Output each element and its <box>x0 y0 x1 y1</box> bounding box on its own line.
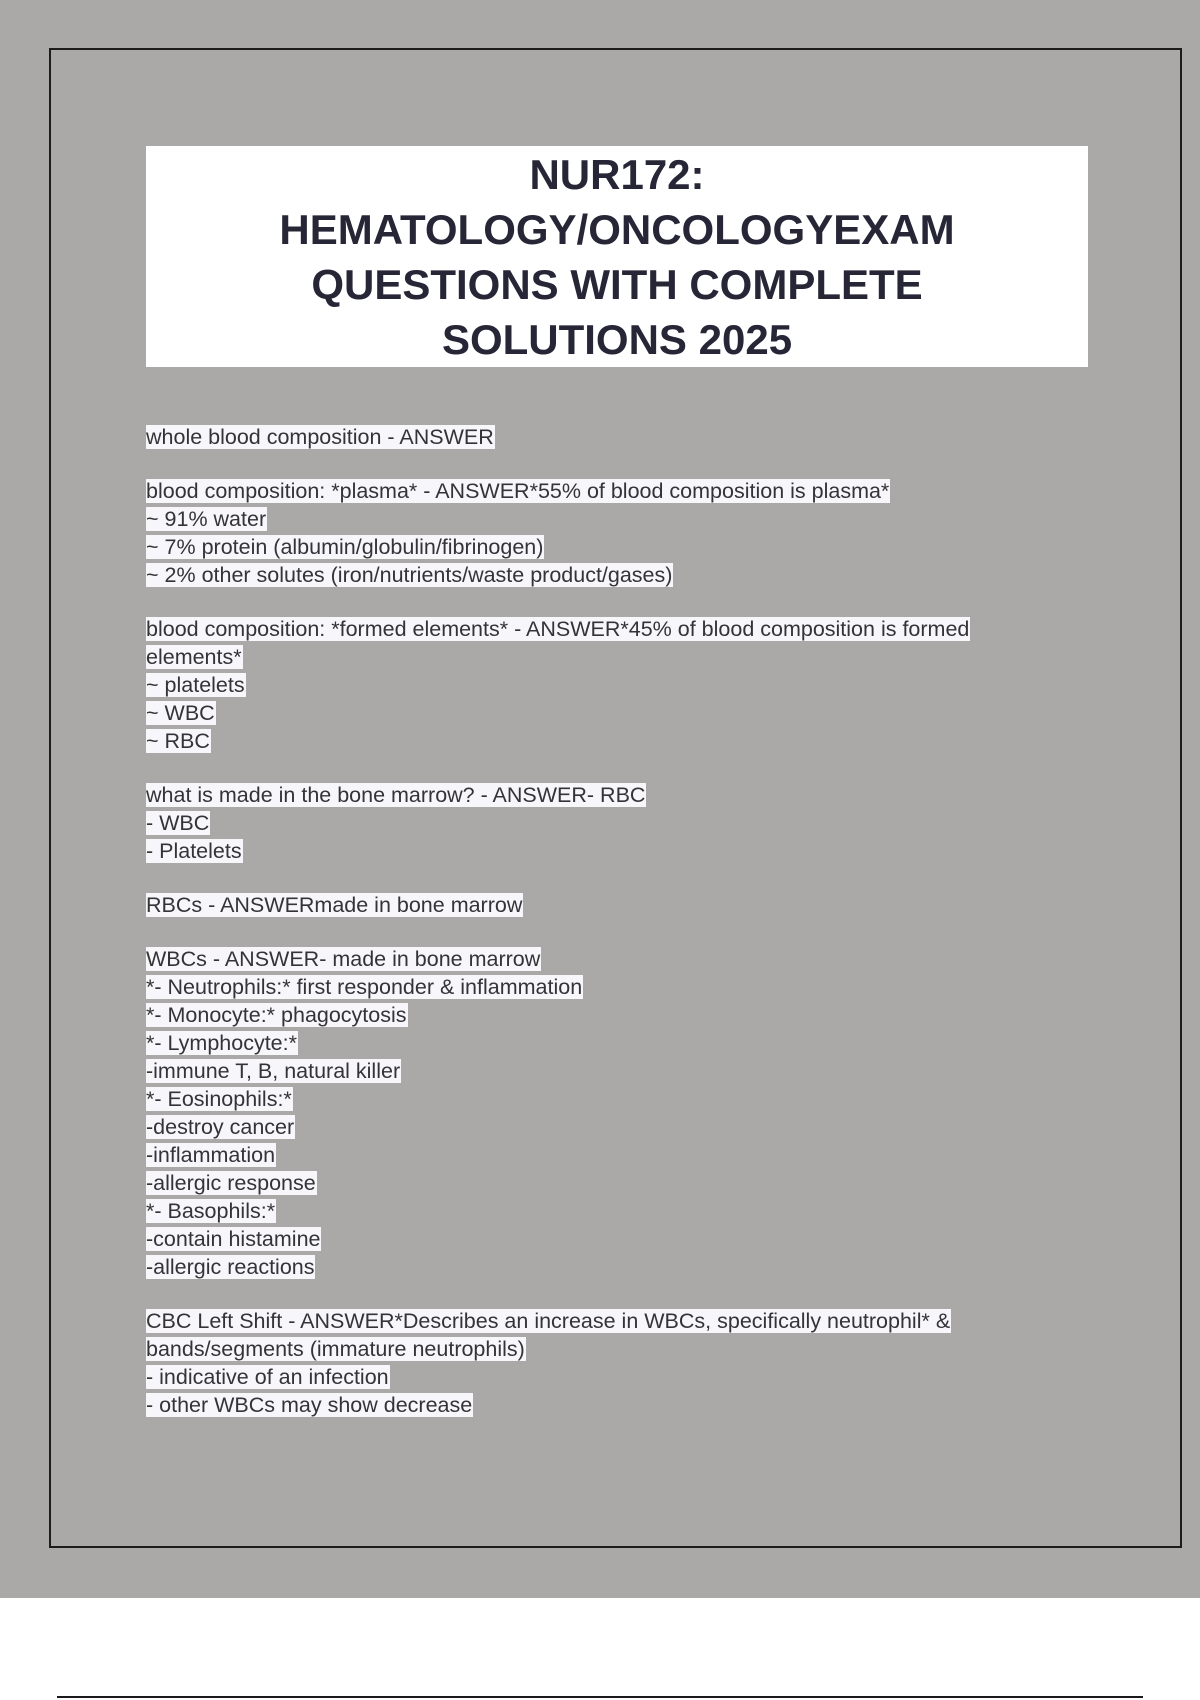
highlighted-text: -destroy cancer <box>146 1115 295 1139</box>
title-box <box>146 146 1088 367</box>
qa-line <box>146 643 1088 671</box>
highlighted-text: ~ 2% other solutes (iron/nutrients/waste product/gases) <box>146 563 673 587</box>
highlighted-text: ~ 7% protein (albumin/globulin/fibrinogen) <box>146 535 544 559</box>
qa-entry <box>146 423 1088 451</box>
qa-line <box>146 1085 1088 1113</box>
title-line: NUR172: <box>529 150 705 198</box>
highlighted-text: *- Eosinophils:* <box>146 1087 292 1111</box>
highlighted-text: ~ RBC <box>146 729 210 753</box>
highlighted-text: - Platelets <box>146 839 242 863</box>
highlighted-text: blood composition: *formed elements* - ANSWER*45% of blood composition is formed <box>146 617 970 641</box>
highlighted-text: bands/segments (immature neutrophils) <box>146 1337 525 1361</box>
highlighted-text: CBC Left Shift - ANSWER*Describes an increase in WBCs, specifically neutrophil* & <box>146 1309 951 1333</box>
qa-line <box>146 477 1088 505</box>
qa-line <box>146 699 1088 727</box>
highlighted-text: what is made in the bone marrow? - ANSWER- RBC <box>146 783 646 807</box>
highlighted-text: elements* <box>146 645 242 669</box>
qa-line <box>146 1225 1088 1253</box>
highlighted-text: *- Lymphocyte:* <box>146 1031 297 1055</box>
qa-entry <box>146 891 1088 919</box>
qa-line <box>146 505 1088 533</box>
highlighted-text: -allergic response <box>146 1171 316 1195</box>
highlighted-text: -contain histamine <box>146 1227 321 1251</box>
qa-line <box>146 1307 1088 1335</box>
qa-line <box>146 891 1088 919</box>
qa-line <box>146 561 1088 589</box>
highlighted-text: ~ WBC <box>146 701 215 725</box>
title-line: SOLUTIONS 2025 <box>441 315 793 363</box>
title-line: QUESTIONS WITH COMPLETE <box>311 260 923 308</box>
highlighted-text: -allergic reactions <box>146 1255 315 1279</box>
qa-entry <box>146 477 1088 589</box>
qa-line <box>146 615 1088 643</box>
qa-line <box>146 1391 1088 1419</box>
highlighted-text: whole blood composition - ANSWER <box>146 425 494 449</box>
highlighted-text: -inflammation <box>146 1143 276 1167</box>
qa-line <box>146 973 1088 1001</box>
highlighted-text: RBCs - ANSWERmade in bone marrow <box>146 893 523 917</box>
qa-line <box>146 1001 1088 1029</box>
qa-entry <box>146 781 1088 865</box>
qa-line <box>146 1141 1088 1169</box>
highlighted-text: WBCs - ANSWER- made in bone marrow <box>146 947 541 971</box>
highlighted-text: ~ 91% water <box>146 507 267 531</box>
highlighted-text: - other WBCs may show decrease <box>146 1393 473 1417</box>
qa-line <box>146 781 1088 809</box>
qa-line <box>146 1113 1088 1141</box>
qa-line <box>146 809 1088 837</box>
qa-line <box>146 423 1088 451</box>
qa-line <box>146 1169 1088 1197</box>
qa-line <box>146 671 1088 699</box>
highlighted-text: -immune T, B, natural killer <box>146 1059 401 1083</box>
qa-line <box>146 1057 1088 1085</box>
qa-line <box>146 1253 1088 1281</box>
qa-entry <box>146 1307 1088 1419</box>
qa-line <box>146 727 1088 755</box>
highlighted-text: - WBC <box>146 811 210 835</box>
highlighted-text: *- Neutrophils:* first responder & inflammation <box>146 975 583 999</box>
title-line: HEMATOLOGY/ONCOLOGYEXAM <box>279 205 955 253</box>
qa-list <box>146 423 1088 1445</box>
highlighted-text: - indicative of an infection <box>146 1365 389 1389</box>
qa-line <box>146 1335 1088 1363</box>
qa-line <box>146 1029 1088 1057</box>
qa-entry <box>146 945 1088 1281</box>
highlighted-text: *- Basophils:* <box>146 1199 276 1223</box>
qa-line <box>146 837 1088 865</box>
highlighted-text: ~ platelets <box>146 673 245 697</box>
qa-line <box>146 1363 1088 1391</box>
qa-entry <box>146 615 1088 755</box>
qa-line <box>146 945 1088 973</box>
footer-rule <box>57 1696 1143 1698</box>
qa-line <box>146 1197 1088 1225</box>
highlighted-text: *- Monocyte:* phagocytosis <box>146 1003 407 1027</box>
qa-line <box>146 533 1088 561</box>
highlighted-text: blood composition: *plasma* - ANSWER*55% of blood composition is plasma* <box>146 479 890 503</box>
